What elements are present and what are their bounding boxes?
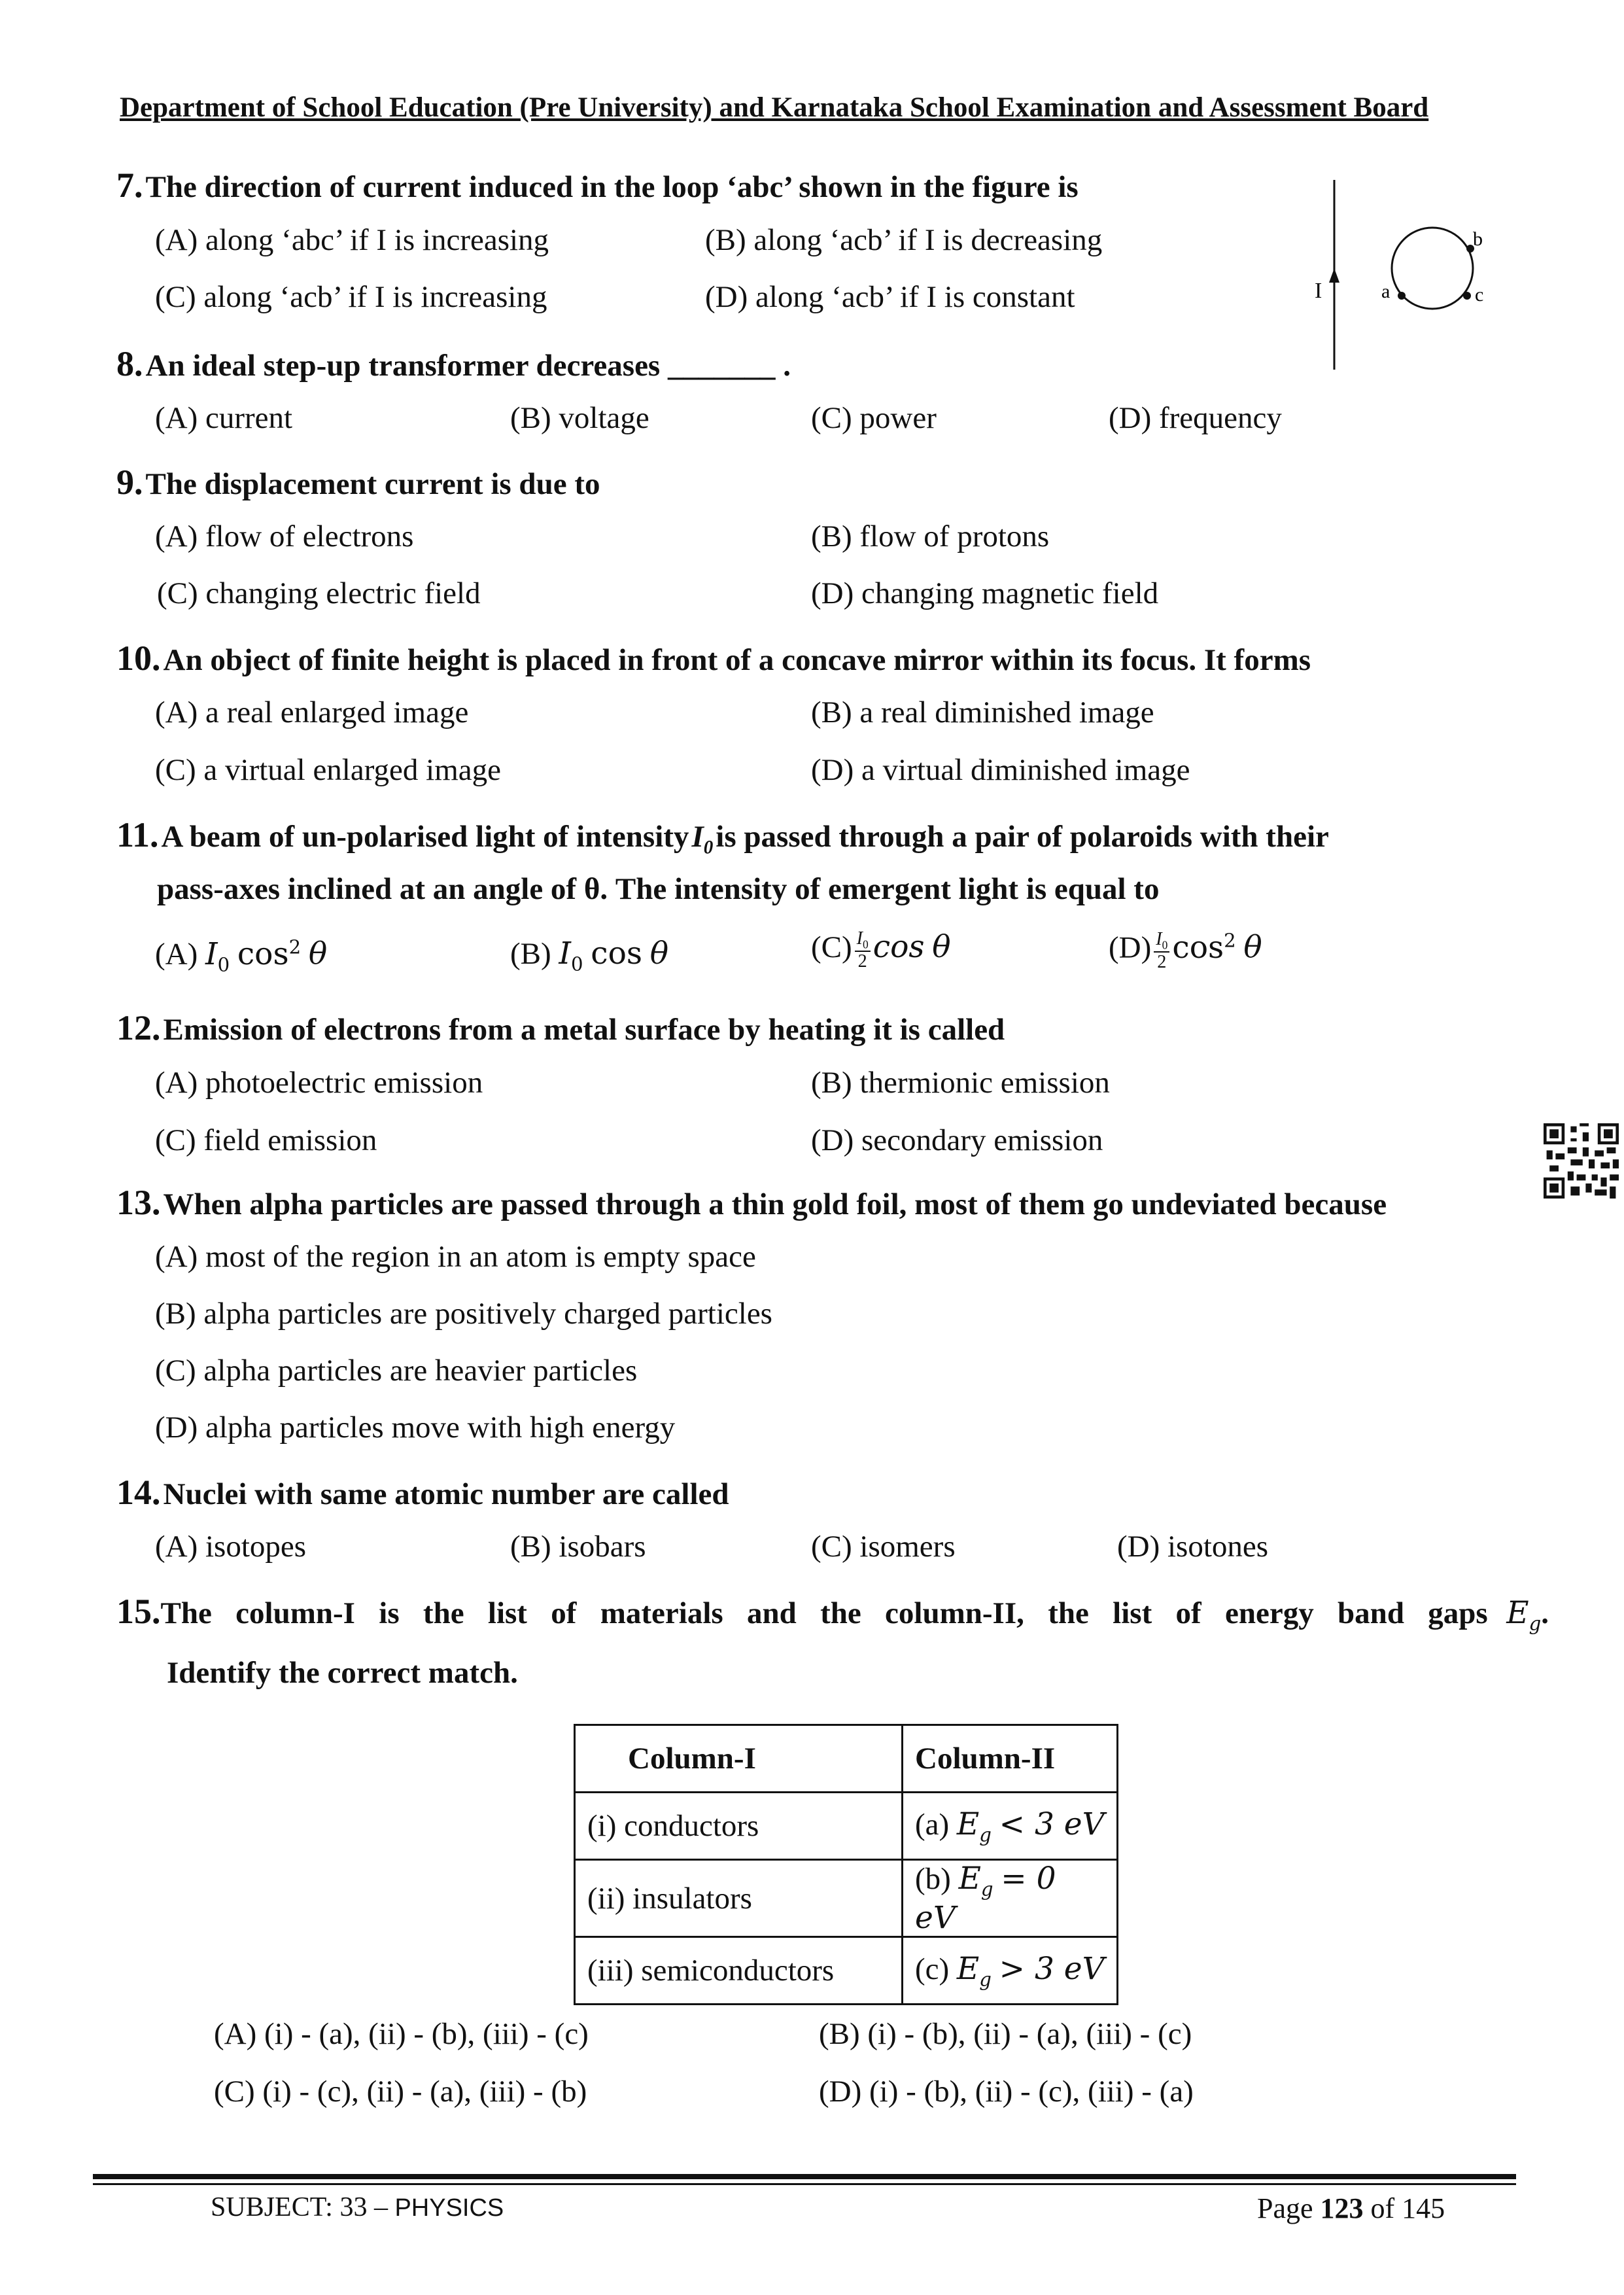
- question-9: [116, 462, 600, 502]
- q15-option-a: (A) (i) - (a), (ii) - (b), (iii) - (c): [214, 2017, 589, 2051]
- table-cell: (i) conductors: [575, 1793, 903, 1860]
- question-text: A beam of un-polarised light of intensity: [161, 820, 689, 854]
- question-text: An ideal step-up transformer decreases _______ .: [145, 349, 791, 383]
- question-number: 12.: [116, 1008, 161, 1047]
- question-number: 14.: [116, 1473, 161, 1512]
- q8-option-a: (A) current: [155, 401, 293, 435]
- table-cell: (b) $E_g = 0$ eV: [903, 1860, 1118, 1937]
- q9-option-b: (B) flow of protons: [811, 519, 1050, 553]
- point-c-dot: [1463, 292, 1471, 300]
- table-cell: (ii) insulators: [575, 1860, 903, 1937]
- q9-option-d: (D) changing magnetic field: [811, 576, 1159, 610]
- q11-option-b: (B) $I_0$ cos θ: [510, 936, 669, 975]
- q10-option-d: (D) a virtual diminished image: [811, 753, 1190, 787]
- column-2-header: Column-II: [903, 1725, 1118, 1793]
- q7-option-c: (C) along ‘acb’ if I is increasing: [155, 280, 547, 314]
- question-13: [116, 1182, 1387, 1223]
- question-number: 11.: [116, 815, 159, 854]
- q15-option-b: (B) (i) - (b), (ii) - (a), (iii) - (c): [819, 2017, 1192, 2051]
- q7-option-b: (B) along ‘acb’ if I is decreasing: [705, 223, 1103, 257]
- question-10: [116, 638, 1311, 678]
- column-1-header: Column-I: [575, 1725, 903, 1793]
- q12-option-c: (C) field emission: [155, 1123, 377, 1157]
- q11-option-d: (D) $\frac{I_0}{2}$ $\cos^2 \theta$: [1109, 928, 1262, 972]
- q14-option-c: (C) isomers: [811, 1530, 956, 1564]
- question-text: An object of finite height is placed in front of a concave mirror within its focus. It forms: [163, 643, 1311, 677]
- footer-rule: [93, 2174, 1516, 2179]
- point-a-label: a: [1381, 281, 1391, 302]
- q11-option-a: (A) $I_0$ $\cos^2 \theta$: [155, 936, 328, 976]
- q10-option-b: (B) a real diminished image: [811, 695, 1154, 729]
- q11-option-c: (C) $\frac{I_0}{2}$ cos θ: [811, 928, 951, 972]
- question-number: 9.: [116, 463, 143, 502]
- intensity-symbol: $I_0$: [691, 820, 714, 858]
- question-15-line2: Identify the correct match.: [167, 1656, 518, 1690]
- question-text: The displacement current is due to: [145, 467, 600, 501]
- question-11-line2: pass-axes inclined at an angle of θ. The intensity of emergent light is equal to: [157, 872, 1160, 906]
- question-8: [116, 343, 791, 384]
- question-11: [116, 815, 1329, 858]
- footer-rule-thin: [93, 2183, 1516, 2185]
- q15-option-c: (C) (i) - (c), (ii) - (a), (iii) - (b): [214, 2075, 587, 2109]
- point-c-label: c: [1475, 284, 1484, 306]
- point-a-dot: [1398, 292, 1406, 300]
- q12-option-b: (B) thermionic emission: [811, 1066, 1110, 1100]
- table-row: [575, 1937, 1118, 2005]
- point-b-label: b: [1473, 228, 1483, 250]
- question-number: 10.: [116, 639, 161, 678]
- q13-option-c: (C) alpha particles are heavier particles: [155, 1354, 638, 1388]
- table-cell: (a) $E_g < 3$ eV: [903, 1793, 1118, 1860]
- q13-option-d: (D) alpha particles move with high energy: [155, 1410, 676, 1445]
- question-14: [116, 1472, 729, 1513]
- table-row: [575, 1793, 1118, 1860]
- question-text-cont: is passed through a pair of polaroids with their: [716, 820, 1329, 854]
- table-cell: (c) $E_g > 3$ eV: [903, 1937, 1118, 2005]
- question-15: 15.The column-I is the list of materials and the column-II, the list of energy band gaps $E_g$.: [116, 1592, 1549, 1635]
- question-number: 8.: [116, 344, 143, 383]
- q13-option-a: (A) most of the region in an atom is empty space: [155, 1240, 756, 1274]
- q10-option-c: (C) a virtual enlarged image: [155, 753, 501, 787]
- q15-option-d: (D) (i) - (b), (ii) - (c), (iii) - (a): [819, 2075, 1194, 2109]
- q14-option-a: (A) isotopes: [155, 1530, 307, 1564]
- question-12: [116, 1007, 1005, 1048]
- match-table: [574, 1724, 1118, 2005]
- q8-option-d: (D) frequency: [1109, 401, 1282, 435]
- q10-option-a: (A) a real enlarged image: [155, 695, 469, 729]
- q9-option-c: (C) changing electric field: [157, 576, 481, 610]
- question-text: The direction of current induced in the loop ‘abc’ shown in the figure is: [145, 170, 1079, 204]
- footer-subject: SUBJECT: 33 – PHYSICS: [211, 2192, 504, 2222]
- fraction: $\frac{I_0}{2}$: [855, 929, 871, 972]
- question-number: 7.: [116, 166, 143, 205]
- question-text: The column-I is the list of materials and the column-II, the list of energy band gaps: [160, 1596, 1488, 1630]
- q12-option-a: (A) photoelectric emission: [155, 1066, 483, 1100]
- loop-figure: [1315, 177, 1511, 373]
- fraction: $\frac{I_0}{2}$: [1154, 930, 1169, 972]
- table-header-row: [575, 1725, 1118, 1793]
- question-text: When alpha particles are passed through a thin gold foil, most of them go undeviated because: [163, 1187, 1387, 1221]
- band-gap-symbol: $E_g$: [1506, 1595, 1542, 1635]
- q8-option-b: (B) voltage: [510, 401, 649, 435]
- table-row: [575, 1860, 1118, 1937]
- question-7: [116, 165, 1079, 205]
- q13-option-b: (B) alpha particles are positively charged particles: [155, 1297, 772, 1331]
- qr-code: [1544, 1123, 1619, 1199]
- q14-option-b: (B) isobars: [510, 1530, 646, 1564]
- q12-option-d: (D) secondary emission: [811, 1123, 1103, 1157]
- table-cell: (iii) semiconductors: [575, 1937, 903, 2005]
- question-text: Emission of electrons from a metal surface by heating it is called: [163, 1013, 1005, 1047]
- q7-option-a: (A) along ‘abc’ if I is increasing: [155, 223, 549, 257]
- page-header: Department of School Education (Pre University) and Karnataka School Examination and Assessment Board: [120, 92, 1429, 123]
- q7-option-d: (D) along ‘acb’ if I is constant: [705, 280, 1075, 314]
- current-label: I: [1315, 279, 1322, 303]
- question-number: 15.: [116, 1592, 161, 1631]
- question-text: Nuclei with same atomic number are called: [163, 1477, 729, 1511]
- q14-option-d: (D) isotones: [1117, 1530, 1269, 1564]
- question-number: 13.: [116, 1183, 161, 1222]
- footer-page: Page 123 of 145: [1257, 2192, 1445, 2224]
- q9-option-a: (A) flow of electrons: [155, 519, 414, 553]
- current-arrow: [1329, 268, 1339, 283]
- q8-option-c: (C) power: [811, 401, 937, 435]
